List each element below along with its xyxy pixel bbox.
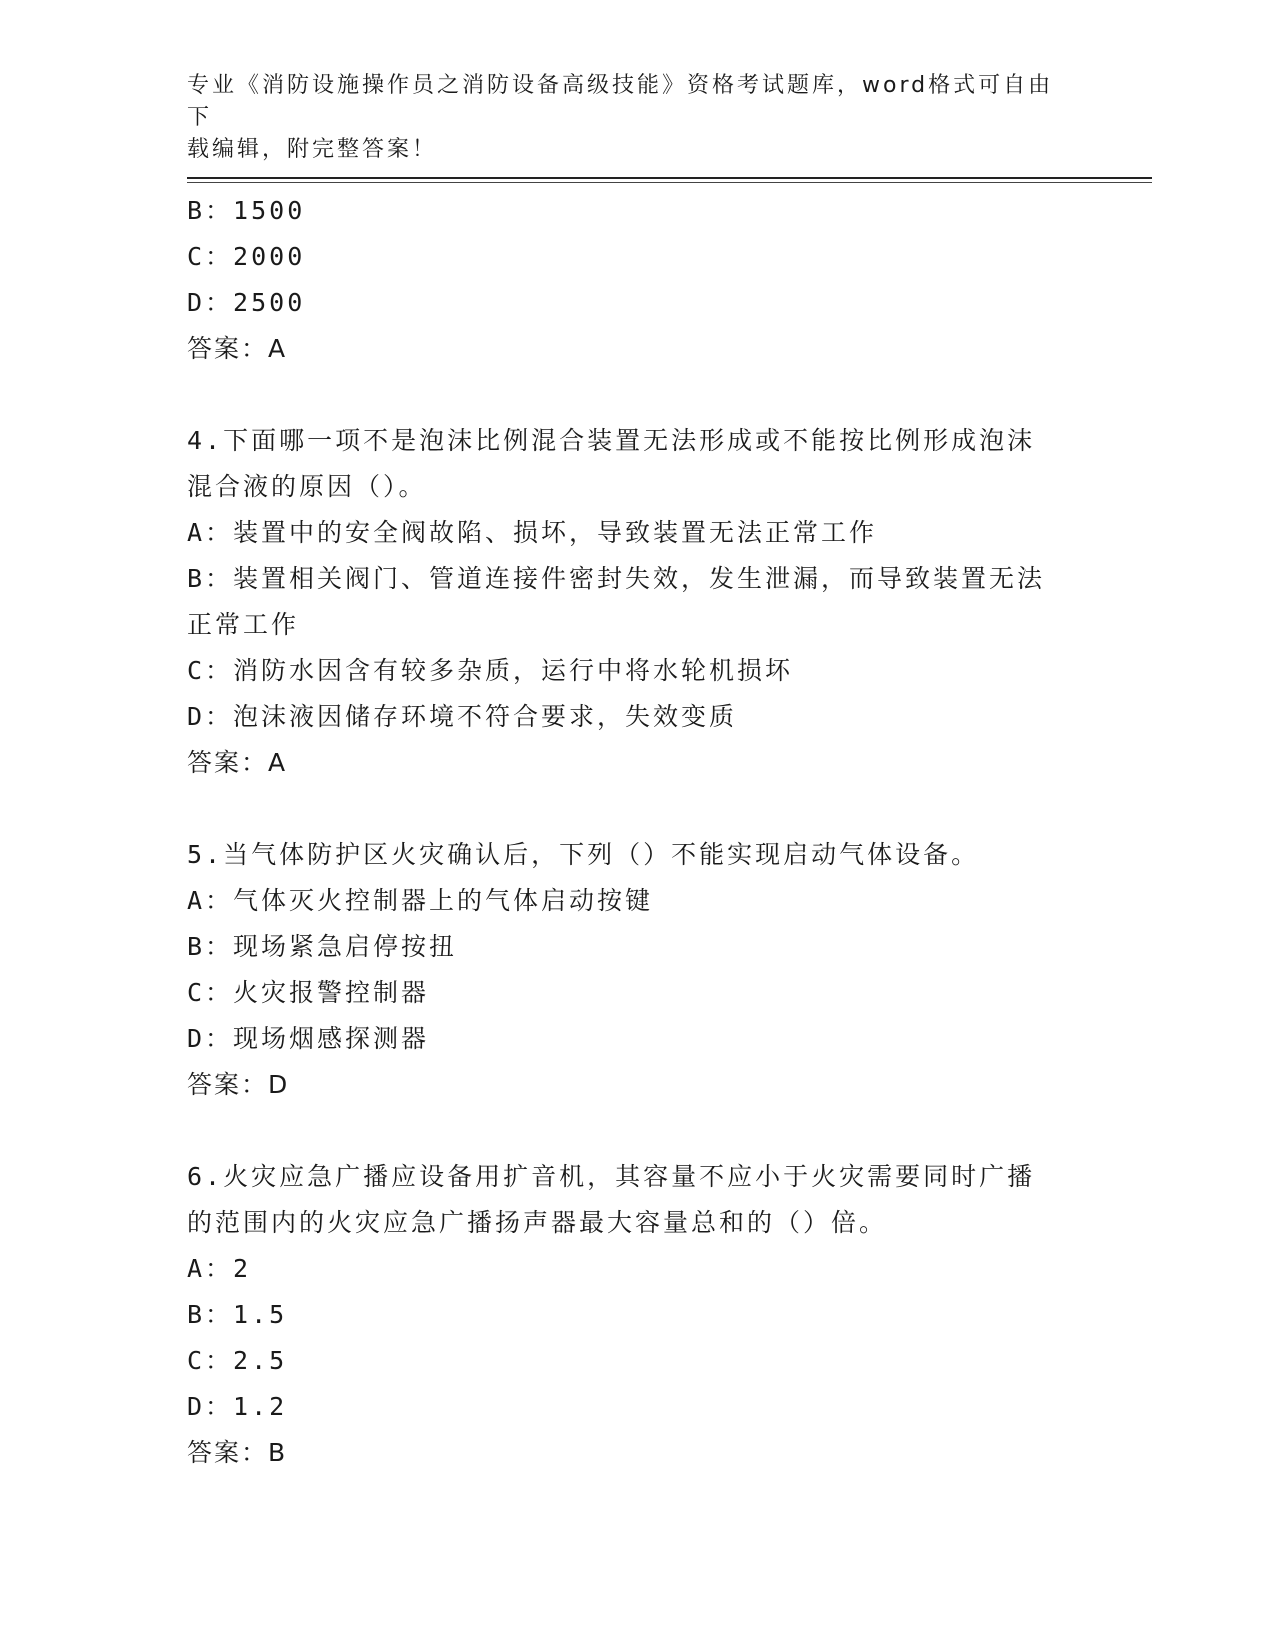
option-b: B：1500: [187, 196, 306, 225]
answer: 答案：B: [187, 1438, 288, 1467]
option-c: C：2.5: [187, 1346, 288, 1375]
option-d: D：现场烟感探测器: [187, 1024, 430, 1053]
spacer: [187, 372, 1087, 418]
option-a: A：装置中的安全阀故陷、损坏，导致装置无法正常工作: [187, 518, 878, 547]
answer: 答案：D: [187, 1070, 290, 1099]
answer: 答案：A: [187, 334, 288, 363]
question-content: [187, 188, 1087, 1476]
option-d: D：泡沫液因储存环境不符合要求，失效变质: [187, 702, 738, 731]
option-c: C：火灾报警控制器: [187, 978, 430, 1007]
option-a: A：2: [187, 1254, 252, 1283]
option-b-continued: 正常工作: [187, 610, 300, 639]
question-stem: 5.当气体防护区火灾确认后，下列（）不能实现启动气体设备。: [187, 840, 980, 869]
option-a: A：气体灭火控制器上的气体启动按键: [187, 886, 654, 915]
question-stem-continued: 混合液的原因（）。: [187, 472, 427, 501]
header-line-1: 专业《消防设施操作员之消防设备高级技能》资格考试题库，word格式可自由下: [187, 73, 1054, 130]
header-rule-thin: [187, 182, 1152, 183]
question-stem: 6.火灾应急广播应设备用扩音机，其容量不应小于火灾需要同时广播: [187, 1162, 1036, 1191]
option-c: C：2000: [187, 242, 306, 271]
header-line-2: 载编辑，附完整答案！: [187, 137, 438, 162]
document-header: [187, 70, 1067, 166]
option-b: B：装置相关阀门、管道连接件密封失效，发生泄漏，而导致装置无法: [187, 564, 1046, 593]
option-b: B：1.5: [187, 1300, 288, 1329]
question-3-tail: [187, 188, 1087, 372]
option-c: C：消防水因含有较多杂质，运行中将水轮机损坏: [187, 656, 794, 685]
answer: 答案：A: [187, 748, 288, 777]
option-b: B：现场紧急启停按扭: [187, 932, 458, 961]
spacer: [187, 786, 1087, 832]
question-stem: 4.下面哪一项不是泡沫比例混合装置无法形成或不能按比例形成泡沫: [187, 426, 1036, 455]
question-stem-continued: 的范围内的火灾应急广播扬声器最大容量总和的（）倍。: [187, 1208, 888, 1237]
header-rule-thick: [187, 177, 1152, 179]
question-6: [187, 1154, 1087, 1476]
spacer: [187, 1108, 1087, 1154]
option-d: D：1.2: [187, 1392, 288, 1421]
question-4: [187, 418, 1087, 786]
option-d: D：2500: [187, 288, 306, 317]
question-5: [187, 832, 1087, 1108]
